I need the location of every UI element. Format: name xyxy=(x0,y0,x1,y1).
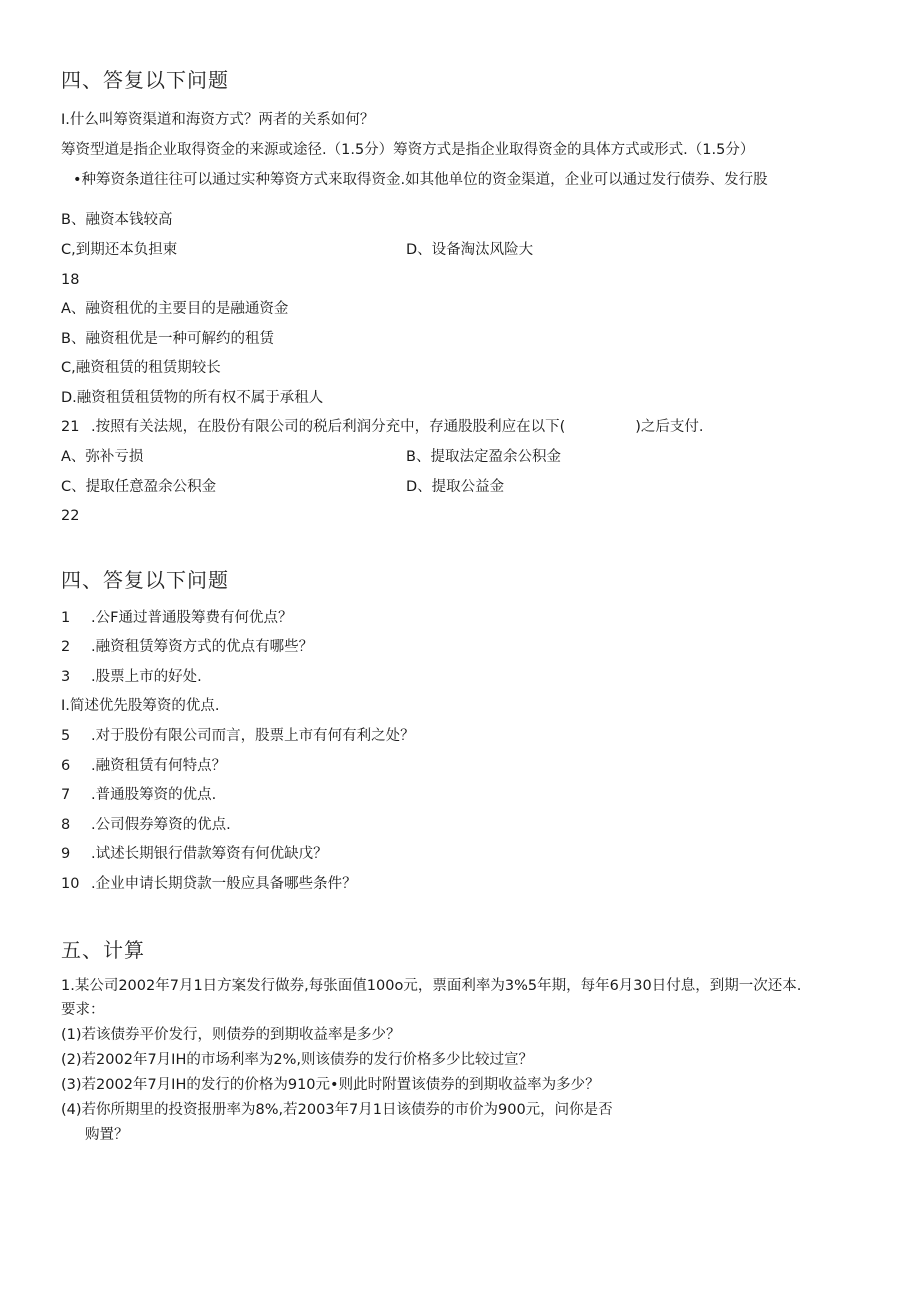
list-item-number: 8 xyxy=(61,817,71,833)
question-number-18: 18 xyxy=(61,272,80,288)
section-heading-2: 四、答复以下问题 xyxy=(61,568,229,592)
list-item-text: I.简述优先股筹资的优点. xyxy=(61,698,220,714)
list-item xyxy=(61,757,226,775)
question-21-text-before: .按照有关法规，在股份有限公司的税后利润分充中，存通股股利应在以下( xyxy=(91,419,566,435)
option-d-18: D.融资租赁租赁物的所有权不属于承租人 xyxy=(61,390,324,406)
option-b: B、融资本钱较高 xyxy=(61,212,173,228)
option-a-18: A、融资租优的主要目的是融通资金 xyxy=(61,301,289,317)
option-d-21: D、提取公益金 xyxy=(406,479,505,495)
list-item-text: .融资租赁有何特点？ xyxy=(91,758,227,774)
list-item-number: 10 xyxy=(61,876,80,892)
list-item-number: 9 xyxy=(61,846,71,862)
list-item xyxy=(61,875,357,893)
list-item-text: .对于股份有限公司而言，股票上市有何有利之处？ xyxy=(91,728,415,744)
list-item-number: 5 xyxy=(61,728,71,744)
calc-subquestion-3: (3)若2002年7月IH的发行的价格为910元•则此时附置该债券的到期收益率为多少？ xyxy=(61,1077,600,1093)
list-item xyxy=(61,697,220,715)
list-item-number: 1 xyxy=(61,610,71,626)
list-item-text: .普通股筹资的优点. xyxy=(91,787,217,803)
calc-problem: 1.某公司2002年7月1日方案发行做券,每张面值100o元，票面利率为3%5年期，每年6月30日付息，到期一次还本. xyxy=(61,978,802,994)
answer-1-line-1: 筹资型道是指企业取得资金的来源或途径.（1.5分）筹资方式是指企业取得资金的具体方式或形式.（1.5分） xyxy=(61,142,755,158)
list-item xyxy=(61,727,415,745)
list-item-text: .融资租赁筹资方式的优点有哪些？ xyxy=(91,639,314,655)
question-21-number: 21 xyxy=(61,419,80,435)
option-b-21: B、提取法定盈余公积金 xyxy=(406,449,561,465)
calc-subquestion-2: (2)若2002年7月IH的市场利率为2%,则该债券的发行价格多少比较过宣？ xyxy=(61,1052,533,1068)
option-c-21: C、提取任意盈余公积金 xyxy=(61,479,217,495)
list-item-number: 3 xyxy=(61,669,71,685)
calc-subquestion-1: (1)若该债券平价发行，则债券的到期收益率是多少？ xyxy=(61,1027,401,1043)
list-item-text: .企业申请长期贷款一般应具备哪些条件？ xyxy=(91,876,357,892)
list-item xyxy=(61,638,313,656)
list-item xyxy=(61,845,328,863)
list-item xyxy=(61,609,292,627)
list-item-number: 6 xyxy=(61,758,71,774)
list-item-text: .公F通过普通股筹费有何优点？ xyxy=(91,610,293,626)
option-a-21: A、弥补亏损 xyxy=(61,449,144,465)
calc-subquestion-4: (4)若你所期里的投资报册率为8%,若2003年7月1日该债券的市价为900元，问你是否 xyxy=(61,1102,613,1118)
question-1-text: I.什么叫筹资渠道和海资方式？两者的关系如何？ xyxy=(61,112,375,128)
list-item-text: .试述长期银行借款筹资有何优缺戊？ xyxy=(91,846,328,862)
list-item xyxy=(61,816,231,834)
option-b-18: B、融资租优是一种可解约的租赁 xyxy=(61,331,274,347)
list-item-number: 2 xyxy=(61,639,71,655)
section-heading-1: 四、答复以下问题 xyxy=(61,68,229,92)
section-heading-3: 五、计算 xyxy=(61,938,145,962)
calc-subquestion-4-continued: 购置？ xyxy=(85,1127,129,1143)
calc-requirements-label: 要求： xyxy=(61,1002,105,1018)
option-c: C,到期还本负担柬 xyxy=(61,242,178,258)
answer-1-line-2: •种筹资条道往往可以通过实种筹资方式来取得资金.如其他单位的资金渠道，企业可以通过发行债券、发行股 xyxy=(73,172,768,188)
list-item xyxy=(61,668,202,686)
list-item xyxy=(61,786,216,804)
list-item-number: 7 xyxy=(61,787,71,803)
question-21-text-after: )之后支付. xyxy=(635,419,704,435)
list-item-text: .股票上市的好处. xyxy=(91,669,202,685)
option-c-18: C,融资租赁的租赁期较长 xyxy=(61,360,221,376)
question-21 xyxy=(61,418,704,436)
list-item-text: .公司假券筹资的优点. xyxy=(91,817,231,833)
option-d: D、设备淘汰风险大 xyxy=(406,242,534,258)
question-number-22: 22 xyxy=(61,508,80,524)
